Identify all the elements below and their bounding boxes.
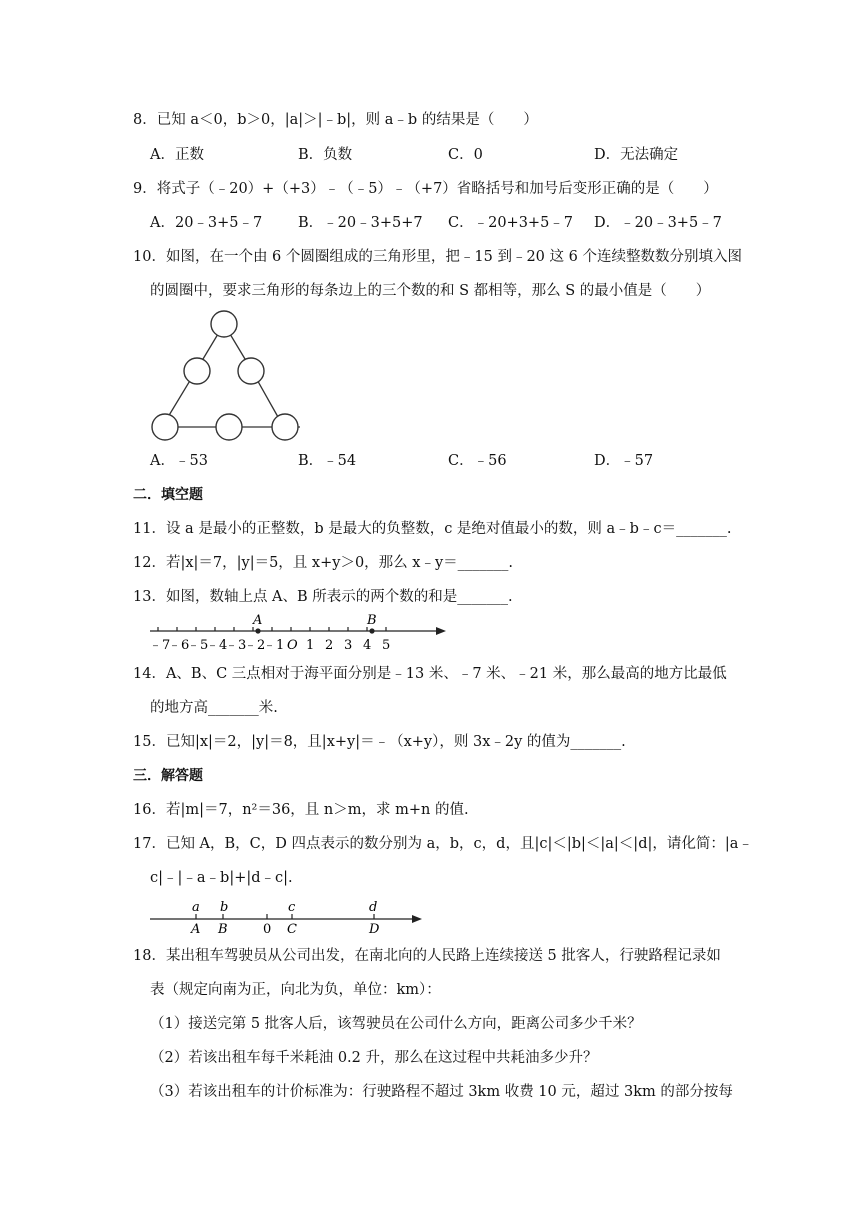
q13-stem: 13．如图，数轴上点 A、B 所表示的两个数的和是_______.	[133, 589, 513, 605]
q17-label-c-upper: C	[287, 922, 297, 937]
point-a-label: A	[253, 613, 263, 628]
q13-tick-label: ﹣3	[225, 638, 247, 653]
q17-label-d-lower: d	[369, 900, 378, 915]
triangle-circles-figure	[140, 305, 310, 445]
q17-label-b-lower: b	[220, 900, 229, 915]
q17-line1: 17．已知 A，B，C，D 四点表示的数分别为 a，b，c，d，且|c|＜|b|＜|a|＜|d|，请化简：|a﹣	[133, 836, 753, 852]
q13-tick-label: ﹣6	[168, 638, 190, 653]
q13-tick-label: ﹣4	[206, 638, 228, 653]
triangle-circle-bottom-right	[272, 414, 298, 440]
q9-stem: 9．将式子（﹣20）+（+3）﹣（﹣5）﹣（+7）省略括号和加号后变形正确的是（ ）	[133, 181, 718, 197]
q10-line2: 的圆圈中，要求三角形的每条边上的三个数的和 S 都相等，那么 S 的最小值是（ ）	[150, 283, 711, 299]
q17-label-c-lower: c	[288, 900, 296, 915]
q13-tick-label: O	[287, 638, 298, 653]
q11: 11．设 a 是最小的正整数，b 是最大的负整数，c 是绝对值最小的数，则 a﹣b﹣c＝_______.	[133, 521, 732, 537]
q17-label-d-upper: D	[369, 922, 380, 937]
q13-tick-label: 5	[382, 638, 391, 653]
triangle-circle-bottom-left	[152, 414, 178, 440]
q17-line2: c|﹣|﹣a﹣b|+|d﹣c|.	[150, 870, 293, 886]
q14-line1: 14．A、B、C 三点相对于海平面分别是﹣13 米、﹣7 米、﹣21 米，那么最高的地方比最低	[133, 666, 727, 682]
q9-option-d: D．﹣20﹣3+5﹣7	[594, 215, 722, 231]
q10-option-d: D．﹣57	[594, 453, 654, 469]
q18-sub1: （1）接送完第 5 批客人后，该驾驶员在公司什么方向，距离公司多少千米？	[150, 1016, 642, 1032]
triangle-circle-right	[238, 358, 264, 384]
q10-option-a: A．﹣53	[150, 453, 208, 469]
q10-option-b: B．﹣54	[298, 453, 357, 469]
q17-label-b-upper: B	[218, 922, 228, 937]
triangle-circle-bottom-middle	[216, 414, 242, 440]
q17-number-line	[140, 895, 440, 943]
q13-tick-label: ﹣5	[187, 638, 209, 653]
triangle-circle-top	[211, 311, 237, 337]
q8-option-d: D．无法确定	[594, 147, 679, 163]
q8-option-c: C．0	[448, 147, 483, 163]
section-fill-in: 二．填空题	[133, 487, 203, 503]
q9-option-a: A．20﹣3+5﹣7	[150, 215, 263, 231]
q17-label-a-upper: A	[191, 922, 201, 937]
q18-sub3: （3）若该出租车的计价标准为：行驶路程不超过 3km 收费 10 元，超过 3km 的部分按每	[150, 1084, 733, 1100]
q15: 15．已知|x|＝2，|y|＝8，且|x+y|＝﹣（x+y），则 3x﹣2y 的值为_______.	[133, 734, 626, 750]
q18-line2: 表（规定向南为正，向北为负，单位：km）：	[150, 982, 441, 998]
q8-stem: 8．已知 a＜0，b＞0，|a|＞|﹣b|，则 a﹣b 的结果是（ ）	[133, 112, 538, 128]
q9-option-b: B．﹣20﹣3+5+7	[298, 215, 423, 231]
q13-tick-label: ﹣2	[244, 638, 266, 653]
point-a-dot	[255, 628, 260, 633]
point-b-label: B	[367, 613, 377, 628]
q13-tick-label: 2	[325, 638, 334, 653]
q13-number-line	[140, 610, 460, 658]
q13-tick-label: 3	[344, 638, 353, 653]
q14-line2: 的地方高_______米.	[150, 700, 278, 716]
section-answer: 三．解答题	[133, 768, 203, 784]
arrow-icon	[412, 915, 422, 923]
q12: 12．若|x|＝7，|y|＝5，且 x+y＞0，那么 x﹣y＝_______.	[133, 555, 514, 571]
arrow-icon	[436, 627, 446, 635]
q13-tick-label: 4	[363, 638, 372, 653]
q10-line1: 10．如图，在一个由 6 个圆圈组成的三角形里，把﹣15 到﹣20 这 6 个连续整数数分别填入图	[133, 249, 742, 265]
q17-label-a-lower: a	[192, 900, 200, 915]
q8-option-b: B．负数	[298, 147, 353, 163]
triangle-circle-left	[184, 358, 210, 384]
q16: 16．若|m|＝7，n²＝36，且 n＞m，求 m+n 的值.	[133, 802, 469, 818]
q13-tick-label: 1	[306, 638, 315, 653]
q13-tick-label: ﹣1	[263, 638, 285, 653]
q18-line1: 18．某出租车驾驶员从公司出发，在南北向的人民路上连续接送 5 批客人，行驶路程记录如	[133, 948, 721, 964]
point-b-dot	[369, 628, 374, 633]
q17-label-zero: 0	[263, 922, 272, 937]
q13-tick-label: ﹣7	[149, 638, 171, 653]
q8-option-a: A．正数	[150, 147, 204, 163]
q10-option-c: C．﹣56	[448, 453, 507, 469]
q18-sub2: （2）若该出租车每千米耗油 0.2 升，那么在这过程中共耗油多少升？	[150, 1050, 598, 1066]
q9-option-c: C．﹣20+3+5﹣7	[448, 215, 574, 231]
